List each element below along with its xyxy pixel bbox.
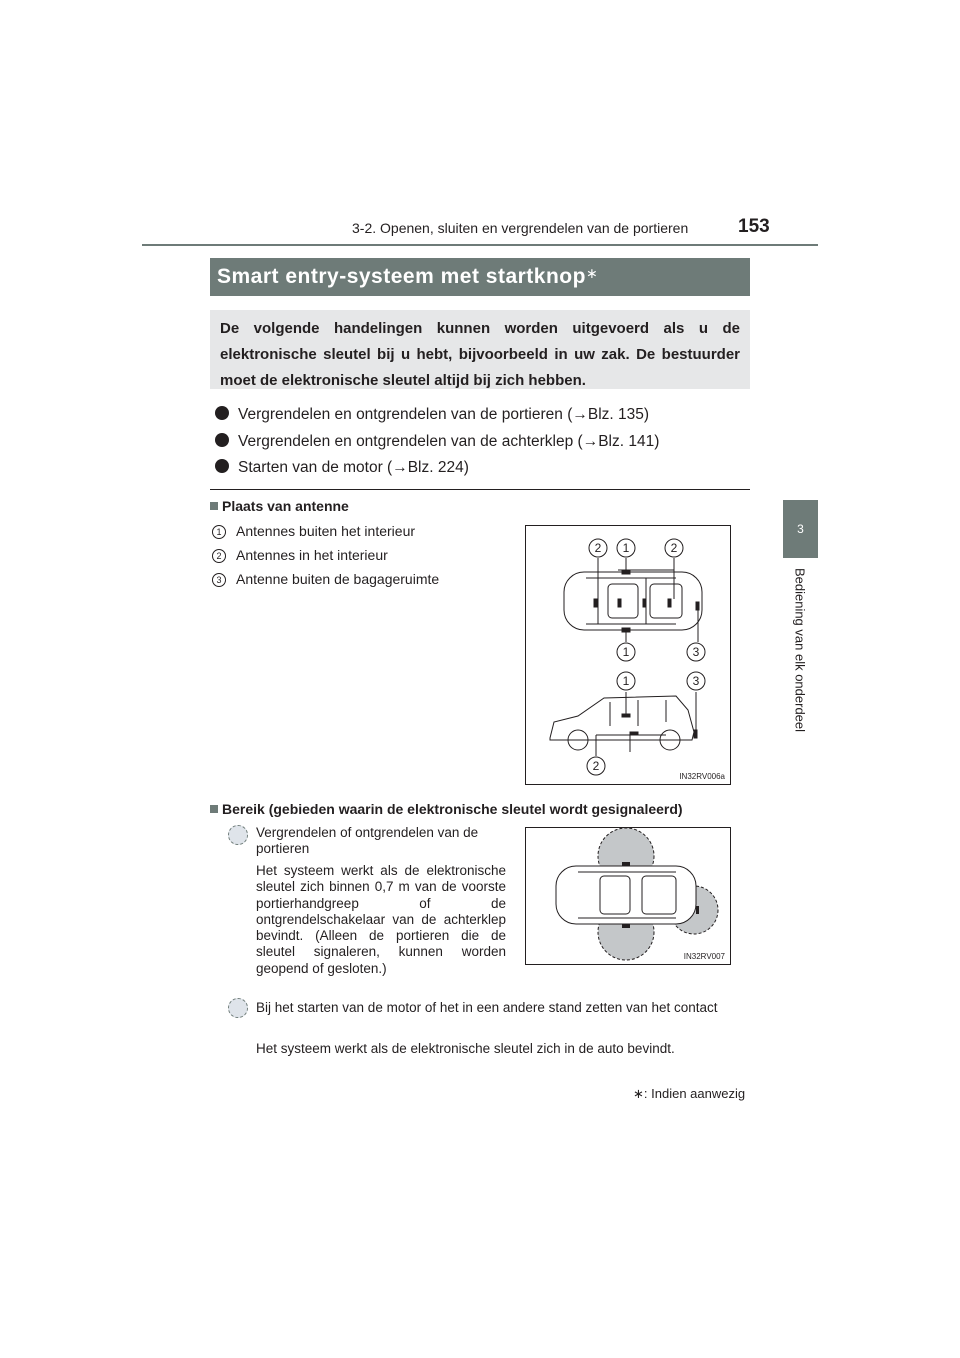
car-top-view bbox=[564, 572, 702, 630]
antenna-mark bbox=[594, 599, 597, 607]
bullet-item bbox=[215, 433, 659, 451]
callout-badge bbox=[589, 539, 607, 557]
bullet-icon bbox=[215, 406, 229, 420]
number-badge: 1 bbox=[212, 525, 226, 539]
antenna-heading: Plaats van antenne bbox=[210, 498, 349, 514]
number-badge: 3 bbox=[212, 573, 226, 587]
range-figure bbox=[525, 827, 731, 965]
antenna-mark bbox=[618, 599, 621, 607]
antenna-mark bbox=[622, 924, 630, 928]
svg-text:2: 2 bbox=[592, 759, 600, 773]
callout-badge bbox=[617, 643, 635, 661]
antenna-item: 2 Antennes in het interieur bbox=[212, 547, 388, 563]
page-title-text: Smart entry-systeem met startknop bbox=[217, 265, 586, 288]
header-rule bbox=[142, 244, 818, 246]
bullet-icon bbox=[215, 433, 229, 447]
antenna-mark bbox=[622, 570, 630, 574]
range-zone-icon bbox=[228, 998, 248, 1018]
antenna-mark bbox=[668, 599, 671, 607]
car-side-view bbox=[550, 696, 694, 740]
range-item2-title: Bij het starten van de motor of het in een andere stand zetten van het contact bbox=[256, 1000, 718, 1015]
bullet-icon bbox=[215, 459, 229, 473]
section-title: 3-2. Openen, sluiten en vergrendelen van de portieren bbox=[352, 220, 689, 236]
callout-badge bbox=[587, 757, 605, 775]
bullet-text: Vergrendelen en ontgrendelen van de portieren (→Blz. 135) bbox=[238, 406, 650, 423]
range-heading: Bereik (gebieden waarin de elektronische sleutel wordt gesignaleerd) bbox=[210, 801, 683, 817]
range-item1-title: Vergrendelen of ontgrendelen van de portieren bbox=[256, 825, 479, 857]
page-number: 153 bbox=[738, 216, 770, 237]
callout-badge bbox=[665, 539, 683, 557]
bullet-text: Starten van de motor (→Blz. 224) bbox=[238, 459, 469, 476]
car-antenna-diagram bbox=[526, 526, 730, 784]
svg-text:1: 1 bbox=[622, 645, 630, 659]
callout-badge bbox=[687, 672, 705, 690]
asterisk-mark: ∗ bbox=[585, 265, 599, 281]
antenna-mark bbox=[694, 730, 697, 738]
figure-code: IN32RV007 bbox=[683, 952, 725, 961]
car-range-diagram bbox=[526, 828, 730, 964]
square-bullet-icon bbox=[210, 805, 218, 813]
antenna-mark bbox=[622, 628, 630, 632]
antenna-item: 3 Antenne buiten de bagageruimte bbox=[212, 571, 439, 587]
bullet-item bbox=[215, 406, 649, 424]
svg-text:3: 3 bbox=[692, 645, 700, 659]
antenna-mark bbox=[696, 906, 699, 914]
bullet-text: Vergrendelen en ontgrendelen van de achterklep (→Blz. 141) bbox=[238, 433, 660, 450]
intro-box: De volgende handelingen kunnen worden uitgevoerd als u de elektronische sleutel bij u hebt, bijvoorbeeld in uw zak. De bestuurder moet de elektronische sleutel altijd bij zich hebben. bbox=[210, 310, 750, 389]
antenna-mark bbox=[622, 714, 630, 717]
footnote bbox=[633, 1086, 745, 1102]
range-zone-icon bbox=[228, 825, 248, 845]
antenna-item: 1 Antennes buiten het interieur bbox=[212, 523, 415, 539]
footnote-mark: ∗ bbox=[633, 1086, 644, 1101]
bullet-item bbox=[215, 459, 469, 477]
square-bullet-icon bbox=[210, 502, 218, 510]
svg-text:1: 1 bbox=[622, 541, 630, 555]
range-item2-text: Het systeem werkt als de elektronische sleutel zich in de auto bevindt. bbox=[256, 1041, 675, 1056]
range-item1-text: Het systeem werkt als de elektronische sleutel zich binnen 0,7 m van de voorste portierhandgreep of de ontgrendelschakelaar van de achterklep bevindt. (Alleen de portieren die de sleutel signaleren, kunnen worden geopend of gesloten.) bbox=[256, 863, 506, 976]
callout-badge bbox=[687, 643, 705, 661]
footnote-text: : Indien aanwezig bbox=[643, 1086, 746, 1101]
number-badge: 2 bbox=[212, 549, 226, 563]
antenna-figure bbox=[525, 525, 731, 785]
car-top-view bbox=[556, 866, 696, 924]
callout-badge bbox=[617, 539, 635, 557]
callout-badge bbox=[617, 672, 635, 690]
chapter-tab: 3 bbox=[783, 500, 818, 558]
figure-code: IN32RV006a bbox=[679, 772, 725, 781]
antenna-mark bbox=[643, 599, 646, 607]
svg-text:1: 1 bbox=[622, 674, 630, 688]
chapter-label: Bediening van elk onderdeel bbox=[792, 567, 808, 733]
svg-text:2: 2 bbox=[670, 541, 678, 555]
antenna-mark bbox=[622, 862, 630, 866]
section-divider bbox=[210, 489, 750, 490]
svg-text:2: 2 bbox=[594, 541, 602, 555]
antenna-mark bbox=[696, 602, 699, 610]
svg-text:3: 3 bbox=[692, 674, 700, 688]
page-title bbox=[210, 258, 750, 296]
